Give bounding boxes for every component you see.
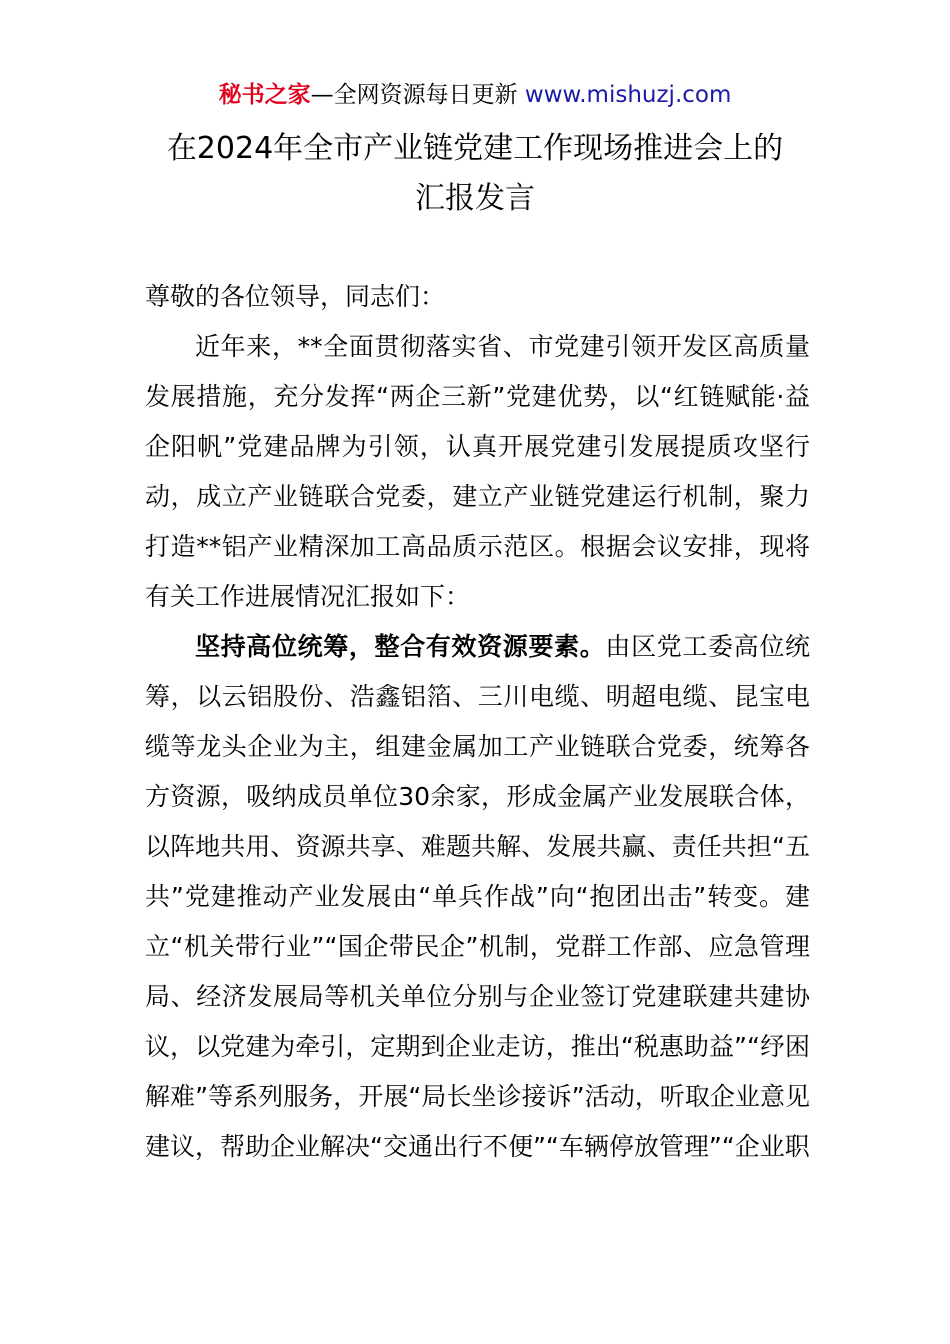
document-title-line-1: 在2024年全市产业链党建工作现场推进会上的 <box>166 131 784 166</box>
section-1-heading: 坚持高位统筹，整合有效资源要素。 <box>195 632 606 661</box>
paragraph-section-1 <box>145 622 810 1172</box>
document-body <box>145 272 810 1172</box>
site-url-link[interactable]: www.mishuzj.com <box>524 82 732 108</box>
section-1-text: 由区党工委高位统筹，以云铝股份、浩鑫铝箔、三川电缆、明超电缆、昆宝电缆等龙头企业为主，组建金属加工产业链联合党委，统筹各方资源，吸纳成员单位30余家，形成金属产业发展联合体，以阵地共用、资源共享、难题共解、发展共赢、责任共担“五共”党建推动产业发展由“单兵作战”向“抱团出击”转变。建立“机关带行业”“国企带民企”机制，党群工作部、应急管理局、经济发展局等机关单位分别与企业签订党建联建共建协议，以党建为牵引，定期到企业走访，推出“税惠助益”“纾困解难”等系列服务，开展“局长坐诊接诉”活动，听取企业意见建议，帮助企业解决“交通出行不便”“车辆停放管理”“企业职 <box>145 632 810 1161</box>
site-brand: 秘书之家 <box>218 82 311 108</box>
salutation: 尊敬的各位领导，同志们： <box>145 282 446 311</box>
site-tagline: —全网资源每日更新 <box>310 82 525 108</box>
document-title-line-2: 汇报发言 <box>415 181 535 216</box>
document-title <box>60 124 890 224</box>
paragraph-intro: 近年来，**全面贯彻落实省、市党建引领开发区高质量发展措施，充分发挥“两企三新”党建优势，以“红链赋能·益企阳帆”党建品牌为引领，认真开展党建引发展提质攻坚行动，成立产业链联合党委，建立产业链党建运行机制，聚力打造**铝产业精深加工高品质示范区。根据会议安排，现将有关工作进展情况汇报如下： <box>145 332 810 611</box>
site-header <box>0 78 950 112</box>
